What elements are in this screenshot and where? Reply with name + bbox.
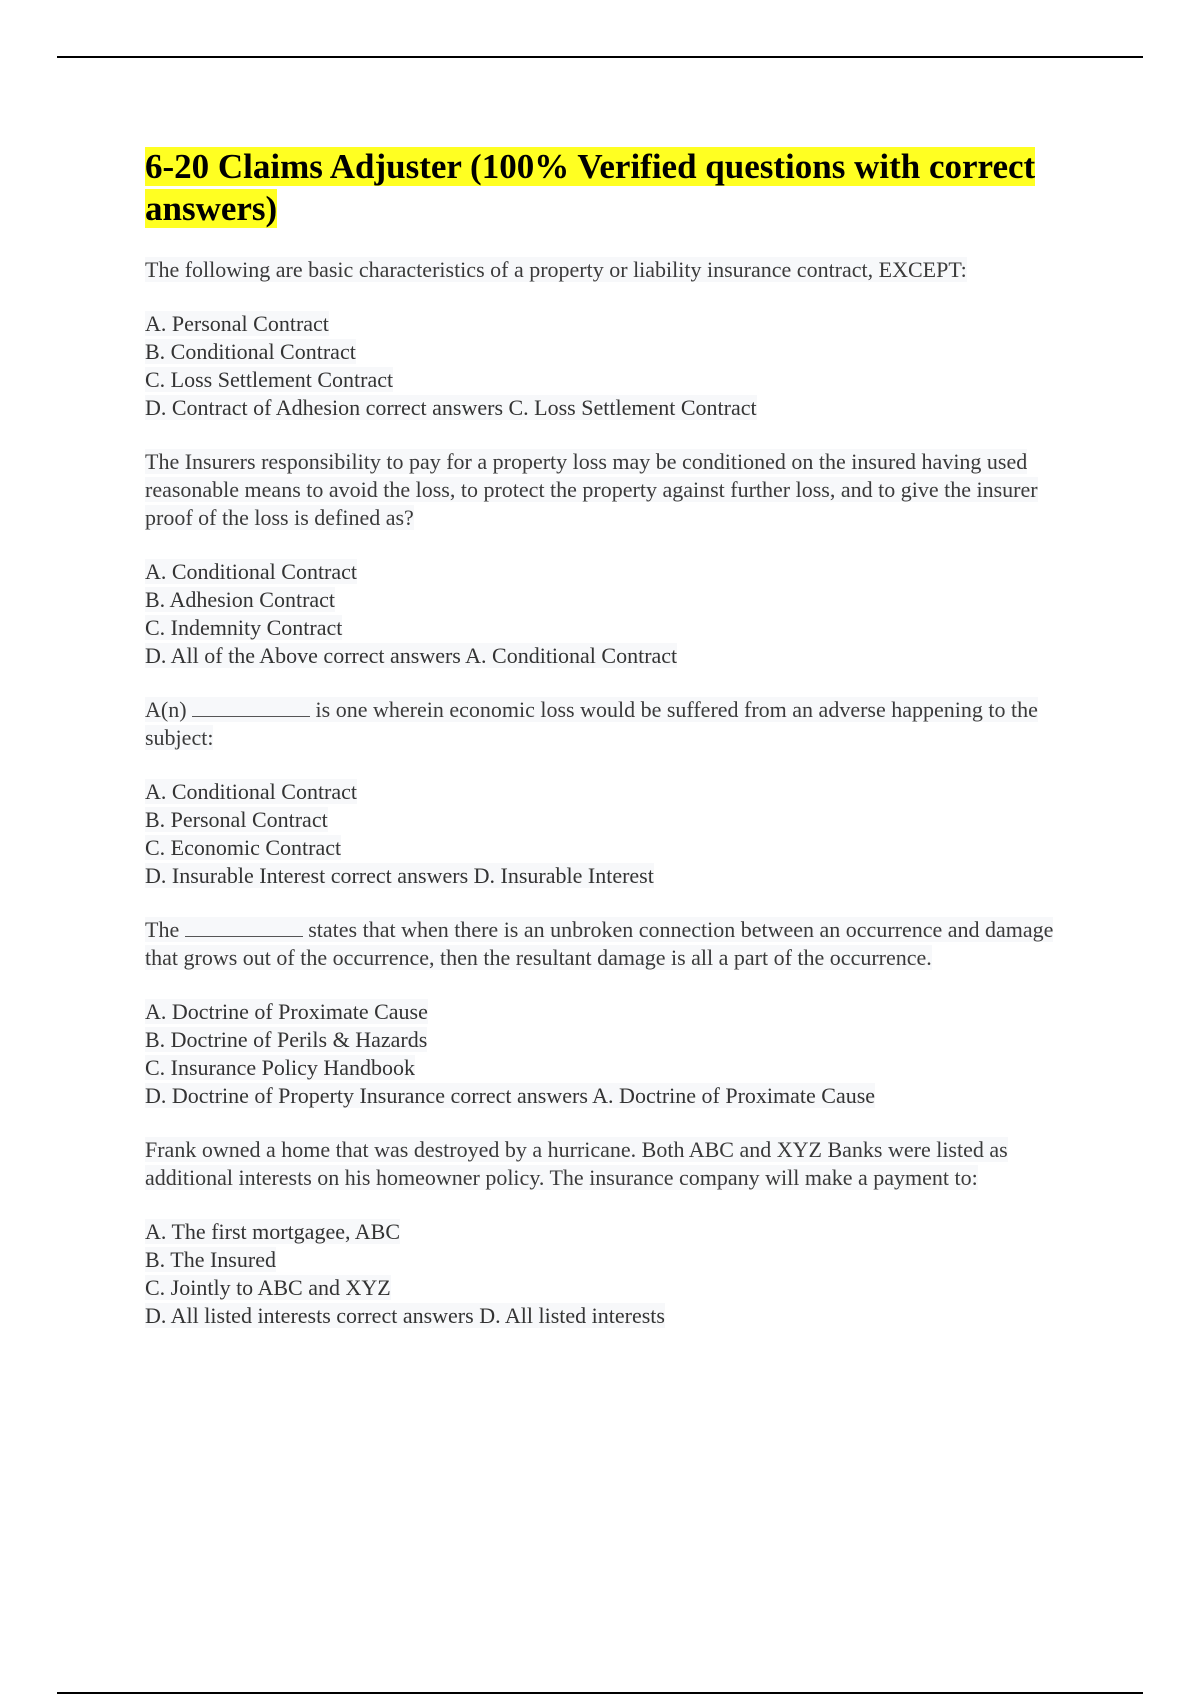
answer-options <box>145 310 1085 422</box>
question-2 <box>145 448 1085 670</box>
answer-options <box>145 558 1085 670</box>
option-d-with-answer: D. Insurable Interest correct answers D. Insurable Interest <box>145 863 654 888</box>
document-body <box>145 146 1085 1330</box>
document-title <box>145 146 1085 230</box>
question-text: The following are basic characteristics of a property or liability insurance contract, EXCEPT: <box>145 257 967 282</box>
option-c: C. Indemnity Contract <box>145 615 343 640</box>
option-b: B. Conditional Contract <box>145 339 356 364</box>
question-4 <box>145 916 1085 1110</box>
option-c: C. Insurance Policy Handbook <box>145 1055 416 1080</box>
option-a: A. Doctrine of Proximate Cause <box>145 999 428 1024</box>
option-d-with-answer: D. All of the Above correct answers A. Conditional Contract <box>145 643 678 668</box>
title-highlight: 6-20 Claims Adjuster (100% Verified questions with correct answers) <box>145 147 1036 228</box>
option-b: B. Adhesion Contract <box>145 587 336 612</box>
question-text: The Insurers responsibility to pay for a property loss may be conditioned on the insured having used reasonable means to avoid the loss, to protect the property against further loss, and to give the insurer proof of the loss is defined as? <box>145 449 1038 530</box>
question-3 <box>145 696 1085 890</box>
option-b: B. The Insured <box>145 1247 276 1272</box>
option-c: C. Loss Settlement Contract <box>145 367 394 392</box>
bottom-rule <box>57 1692 1143 1694</box>
question-text: A(n) is one wherein economic loss would be suffered from an adverse happening to the subject: <box>145 697 1038 750</box>
answer-options <box>145 998 1085 1110</box>
option-b: B. Personal Contract <box>145 807 328 832</box>
top-rule <box>57 56 1143 58</box>
fill-in-blank <box>185 918 303 937</box>
option-a: A. The first mortgagee, ABC <box>145 1219 400 1244</box>
option-b: B. Doctrine of Perils & Hazards <box>145 1027 428 1052</box>
question-1 <box>145 256 1085 422</box>
answer-options <box>145 778 1085 890</box>
question-text: Frank owned a home that was destroyed by a hurricane. Both ABC and XYZ Banks were listed as additional interests on his homeowner policy. The insurance company will make a payment to: <box>145 1137 1008 1190</box>
question-text: The states that when there is an unbroken connection between an occurrence and damage that grows out of the occurrence, then the resultant damage is all a part of the occurrence. <box>145 917 1054 970</box>
answer-options <box>145 1218 1085 1330</box>
option-d-with-answer: D. Doctrine of Property Insurance correct answers A. Doctrine of Proximate Cause <box>145 1083 876 1108</box>
option-c: C. Economic Contract <box>145 835 342 860</box>
option-d-with-answer: D. Contract of Adhesion correct answers C. Loss Settlement Contract <box>145 395 757 420</box>
option-c: C. Jointly to ABC and XYZ <box>145 1275 391 1300</box>
option-a: A. Personal Contract <box>145 311 329 336</box>
option-a: A. Conditional Contract <box>145 559 358 584</box>
question-5 <box>145 1136 1085 1330</box>
fill-in-blank <box>192 698 310 717</box>
option-d-with-answer: D. All listed interests correct answers D. All listed interests <box>145 1303 665 1328</box>
option-a: A. Conditional Contract <box>145 779 358 804</box>
